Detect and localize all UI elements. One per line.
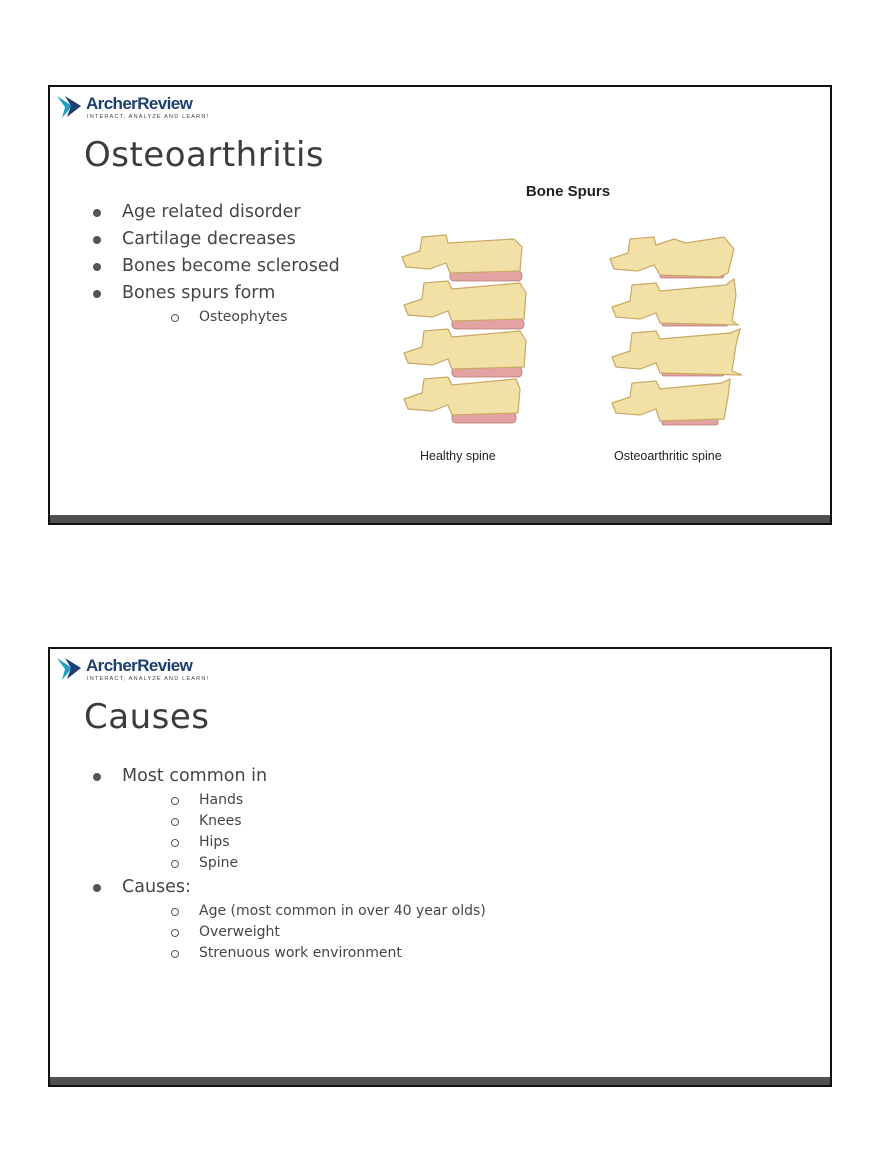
sub-bullet-item	[122, 943, 486, 964]
bullet-text: Causes:	[122, 877, 191, 897]
bullet-item	[84, 874, 486, 964]
slide-bottom-bar	[50, 515, 830, 523]
bullet-item	[84, 226, 340, 253]
bullet-text: Most common in	[122, 766, 268, 786]
bullet-circle-icon	[171, 908, 179, 916]
slide-causes	[48, 647, 832, 1087]
sub-bullet-item	[122, 307, 340, 328]
bullet-text: Age related disorder	[122, 202, 301, 222]
sub-bullet-item	[122, 853, 486, 874]
bone-spurs-figure	[390, 179, 800, 469]
sub-bullet-item	[122, 832, 486, 853]
bullet-dot-icon	[93, 290, 101, 298]
sub-bullet-text: Osteophytes	[199, 309, 288, 325]
logo-tagline: INTERACT, ANALYZE AND LEARN!	[87, 676, 210, 682]
sub-bullet-text: Strenuous work environment	[199, 945, 402, 961]
vertebrae	[610, 237, 742, 421]
bullet-circle-icon	[171, 818, 179, 826]
bullet-text: Bones spurs form	[122, 283, 276, 303]
bullet-circle-icon	[171, 929, 179, 937]
bullet-item	[84, 253, 340, 280]
bullet-list	[84, 763, 486, 964]
sub-bullet-text: Hands	[199, 792, 244, 808]
caption-osteoarthritic-spine: Osteoarthritic spine	[614, 449, 722, 463]
archer-review-logo	[56, 655, 216, 685]
bullet-item	[84, 199, 340, 226]
bullet-text: Bones become sclerosed	[122, 256, 340, 276]
healthy-spine-illustration	[394, 233, 544, 433]
bullet-circle-icon	[171, 797, 179, 805]
arrow-logo-icon	[56, 655, 84, 681]
archer-review-logo	[56, 93, 216, 123]
sub-bullet-list	[122, 790, 486, 874]
sub-bullet-text: Age (most common in over 40 year olds)	[199, 903, 486, 919]
bullet-dot-icon	[93, 884, 101, 892]
bullet-circle-icon	[171, 314, 179, 322]
bullet-item	[84, 280, 340, 328]
bullet-dot-icon	[93, 773, 101, 781]
bullet-dot-icon	[93, 209, 101, 217]
bullet-dot-icon	[93, 263, 101, 271]
caption-healthy-spine: Healthy spine	[420, 449, 496, 463]
sub-bullet-text: Knees	[199, 813, 242, 829]
bullet-dot-icon	[93, 236, 101, 244]
sub-bullet-item	[122, 901, 486, 922]
slide-title: Osteoarthritis	[84, 135, 325, 175]
sub-bullet-item	[122, 790, 486, 811]
sub-bullet-item	[122, 922, 486, 943]
bullet-circle-icon	[171, 839, 179, 847]
figure-title: Bone Spurs	[525, 183, 611, 200]
osteoarthritic-spine-illustration	[602, 233, 752, 433]
bullet-list	[84, 199, 340, 328]
sub-bullet-item	[122, 811, 486, 832]
sub-bullet-text: Hips	[199, 834, 230, 850]
bullet-text: Cartilage decreases	[122, 229, 296, 249]
logo-wordmark: ArcherReview	[86, 94, 193, 113]
sub-bullet-list	[122, 307, 340, 328]
bullet-circle-icon	[171, 950, 179, 958]
sub-bullet-text: Overweight	[199, 924, 280, 940]
sub-bullet-list	[122, 901, 486, 964]
slide-bottom-bar	[50, 1077, 830, 1085]
bullet-circle-icon	[171, 860, 179, 868]
slide-osteoarthritis	[48, 85, 832, 525]
bullet-item	[84, 763, 486, 874]
arrow-logo-icon	[56, 93, 84, 119]
logo-wordmark: ArcherReview	[86, 656, 193, 675]
slide-title: Causes	[84, 697, 210, 737]
sub-bullet-text: Spine	[199, 855, 239, 871]
logo-tagline: INTERACT, ANALYZE AND LEARN!	[87, 114, 210, 120]
